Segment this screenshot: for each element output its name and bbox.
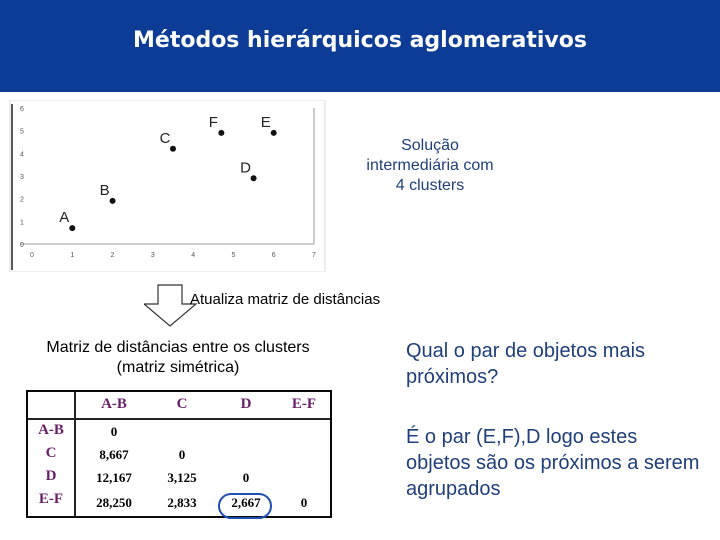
distance-matrix — [26, 390, 332, 518]
min-distance-highlight — [218, 493, 272, 519]
matrix-cell: 0 — [110, 424, 118, 439]
page-title: Métodos hierárquicos aglomerativos — [133, 28, 587, 53]
point-label-f: F — [208, 113, 218, 131]
scatter-plot — [0, 100, 330, 272]
matrix-cell: 28,250 — [96, 495, 132, 510]
point-b — [110, 198, 116, 204]
matrix-column-header: A-B — [101, 396, 127, 412]
point-label-b: B — [99, 181, 110, 199]
matrix-caption-line-2: (matriz simétrica) — [116, 359, 240, 376]
plot-frame — [10, 100, 325, 272]
matrix-row-header: D — [45, 468, 57, 484]
y-tick-label: 0 — [20, 242, 24, 249]
matrix-cell: 12,167 — [96, 470, 132, 485]
answer-text: É o par (E,F),D logo estes objetos são os próximos a serem agrupados — [406, 426, 700, 500]
matrix-cell: 0 — [300, 495, 308, 510]
point-d — [251, 175, 257, 181]
question-text: Qual o par de objetos mais próximos? — [406, 340, 646, 388]
point-label-d: D — [240, 159, 251, 177]
point-c — [170, 146, 176, 152]
matrix-column-header: D — [240, 396, 252, 412]
point-label-a: A — [59, 209, 70, 227]
x-tick-label: 3 — [150, 252, 155, 259]
x-tick-label: 1 — [70, 252, 75, 259]
y-tick-label: 6 — [20, 106, 24, 113]
cluster-note — [340, 136, 520, 196]
y-tick-label: 3 — [20, 174, 24, 181]
matrix-cell: 8,667 — [99, 447, 129, 462]
cluster-note-line-2: intermediária com — [366, 157, 494, 174]
matrix-cell-highlighted: 2,667 — [231, 495, 261, 510]
matrix-cell: 3,125 — [167, 470, 197, 485]
matrix-cell: 2,833 — [167, 495, 197, 510]
matrix-caption — [10, 338, 346, 378]
matrix-row-divider — [74, 392, 76, 516]
point-e — [271, 130, 277, 136]
matrix-column-header: C — [176, 396, 188, 412]
point-label-e: E — [260, 113, 271, 131]
matrix-row-header: C — [45, 445, 57, 461]
cluster-note-line-1: Solução — [401, 137, 459, 154]
matrix-cell: 0 — [242, 470, 250, 485]
point-f — [218, 130, 224, 136]
y-tick-label: 4 — [20, 151, 24, 159]
matrix-cell: 0 — [178, 447, 186, 462]
x-tick-label: 2 — [110, 252, 115, 259]
y-tick-label: 5 — [20, 128, 24, 136]
matrix-caption-line-1: Matriz de distâncias entre os clusters — [46, 339, 310, 356]
x-tick-label: 4 — [191, 252, 196, 259]
point-label-c: C — [159, 129, 171, 147]
update-matrix-label: Atualiza matriz de distâncias — [190, 291, 381, 308]
y-tick-label: 1 — [20, 219, 24, 227]
cluster-note-line-3: 4 clusters — [395, 177, 465, 194]
title-banner — [0, 0, 720, 92]
y-tick-label: 2 — [20, 196, 24, 204]
matrix-row-header: E-F — [38, 491, 64, 507]
matrix-row-header: A-B — [38, 422, 64, 438]
point-a — [69, 225, 75, 231]
x-tick-label: 6 — [271, 252, 276, 259]
x-tick-label: 5 — [231, 252, 236, 259]
matrix-column-header: E-F — [291, 396, 317, 412]
x-tick-label: 0 — [30, 252, 34, 259]
x-tick-label: 7 — [312, 252, 316, 259]
